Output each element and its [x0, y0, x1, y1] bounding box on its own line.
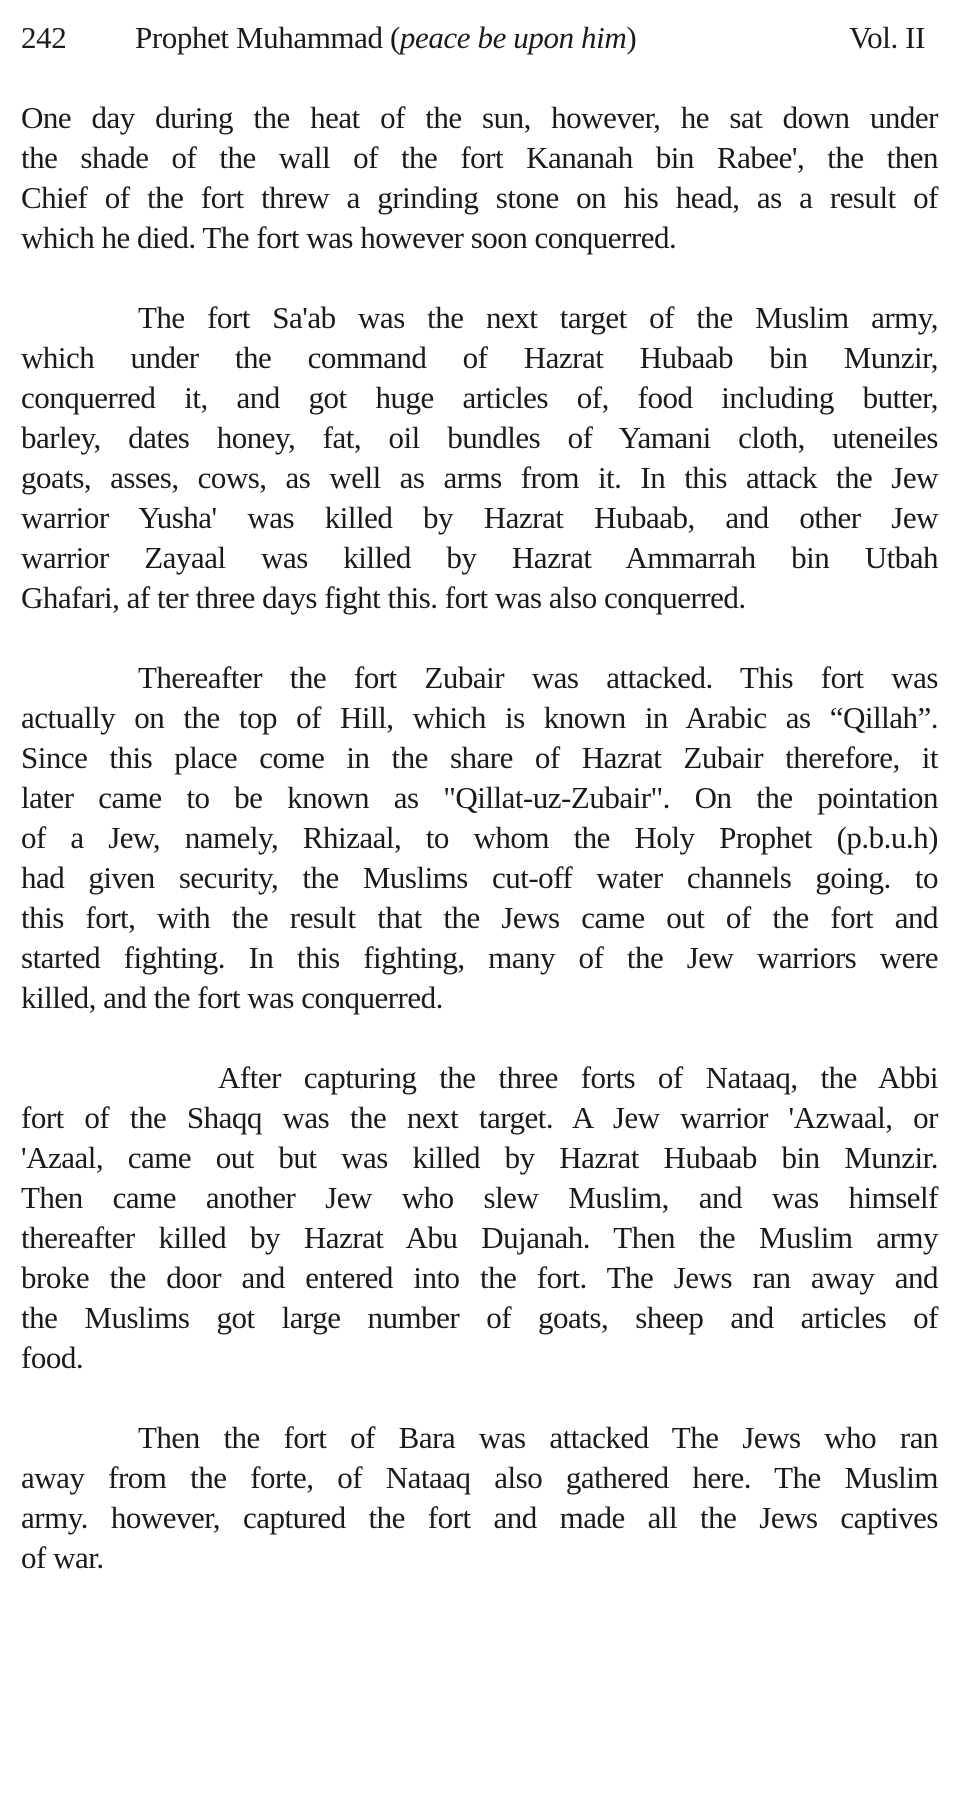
paragraph [21, 1058, 938, 1378]
text-line: killed, and the fort was conquerred. [21, 980, 443, 1015]
text-line: which he died. The fort was however soon conquerred. [21, 220, 677, 255]
text-line: Thereafter the fort Zubair was attacked. This fort was [138, 660, 938, 695]
volume-label: Vol. II [849, 20, 925, 55]
text-line: started fighting. In this fighting, many of the Jew warriors were [21, 940, 938, 975]
paragraph [21, 658, 938, 1018]
text-line: had given security, the Muslims cut-off water channels going. to [21, 860, 938, 895]
text-line: away from the forte, of Nataaq also gathered here. The Muslim [21, 1460, 938, 1495]
text-line: Then the fort of Bara was attacked The Jews who ran [138, 1420, 938, 1455]
text-line: army. however, captured the fort and made all the Jews captives [21, 1500, 938, 1535]
text-line: barley, dates honey, fat, oil bundles of Yamani cloth, uteneiles [21, 420, 938, 455]
text-line: goats, asses, cows, as well as arms from it. In this attack the Jew [21, 460, 938, 495]
body-text [21, 98, 938, 1618]
text-line: fort of the Shaqq was the next target. A Jew warrior 'Azwaal, or [21, 1100, 938, 1135]
text-line: Then came another Jew who slew Muslim, and was himself [21, 1180, 938, 1215]
text-line: conquerred it, and got huge articles of, food including butter, [21, 380, 938, 415]
text-line: Chief of the fort threw a grinding stone on his head, as a result of [21, 180, 938, 215]
text-line: of a Jew, namely, Rhizaal, to whom the Holy Prophet (p.b.u.h) [21, 820, 938, 855]
running-title-main: Prophet Muhammad ( [135, 20, 400, 55]
text-line: the Muslims got large number of goats, sheep and articles of [21, 1300, 938, 1335]
text-line: thereafter killed by Hazrat Abu Dujanah. Then the Muslim army [21, 1220, 938, 1255]
paragraph [21, 1418, 938, 1578]
text-line: The fort Sa'ab was the next target of the Muslim army, [138, 300, 938, 335]
text-line: Ghafari, af ter three days fight this. fort was also conquerred. [21, 580, 746, 615]
paragraph [21, 298, 938, 618]
text-line: One day during the heat of the sun, however, he sat down under [21, 100, 938, 135]
text-line: warrior Yusha' was killed by Hazrat Hubaab, and other Jew [21, 500, 938, 535]
text-line: this fort, with the result that the Jews came out of the fort and [21, 900, 938, 935]
running-title-close: ) [626, 20, 637, 55]
text-line: later came to be known as "Qillat-uz-Zubair". On the pointation [21, 780, 938, 815]
running-title [135, 18, 636, 58]
text-line: After capturing the three forts of Nataaq, the Abbi [218, 1060, 938, 1095]
paragraph [21, 98, 938, 258]
page-number: 242 [21, 20, 67, 55]
text-line: of war. [21, 1540, 104, 1575]
text-line: 'Azaal, came out but was killed by Hazrat Hubaab bin Munzir. [21, 1140, 938, 1175]
text-line: the shade of the wall of the fort Kananah bin Rabee', the then [21, 140, 938, 175]
text-line: actually on the top of Hill, which is known in Arabic as “Qillah”. [21, 700, 938, 735]
text-line: which under the command of Hazrat Hubaab bin Munzir, [21, 340, 938, 375]
running-title-honorific: peace be upon him [399, 20, 627, 55]
text-line: broke the door and entered into the fort. The Jews ran away and [21, 1260, 938, 1295]
text-line: Since this place come in the share of Hazrat Zubair therefore, it [21, 740, 938, 775]
page-header [21, 18, 925, 58]
text-line: food. [21, 1340, 84, 1375]
text-line: warrior Zayaal was killed by Hazrat Ammarrah bin Utbah [21, 540, 938, 575]
